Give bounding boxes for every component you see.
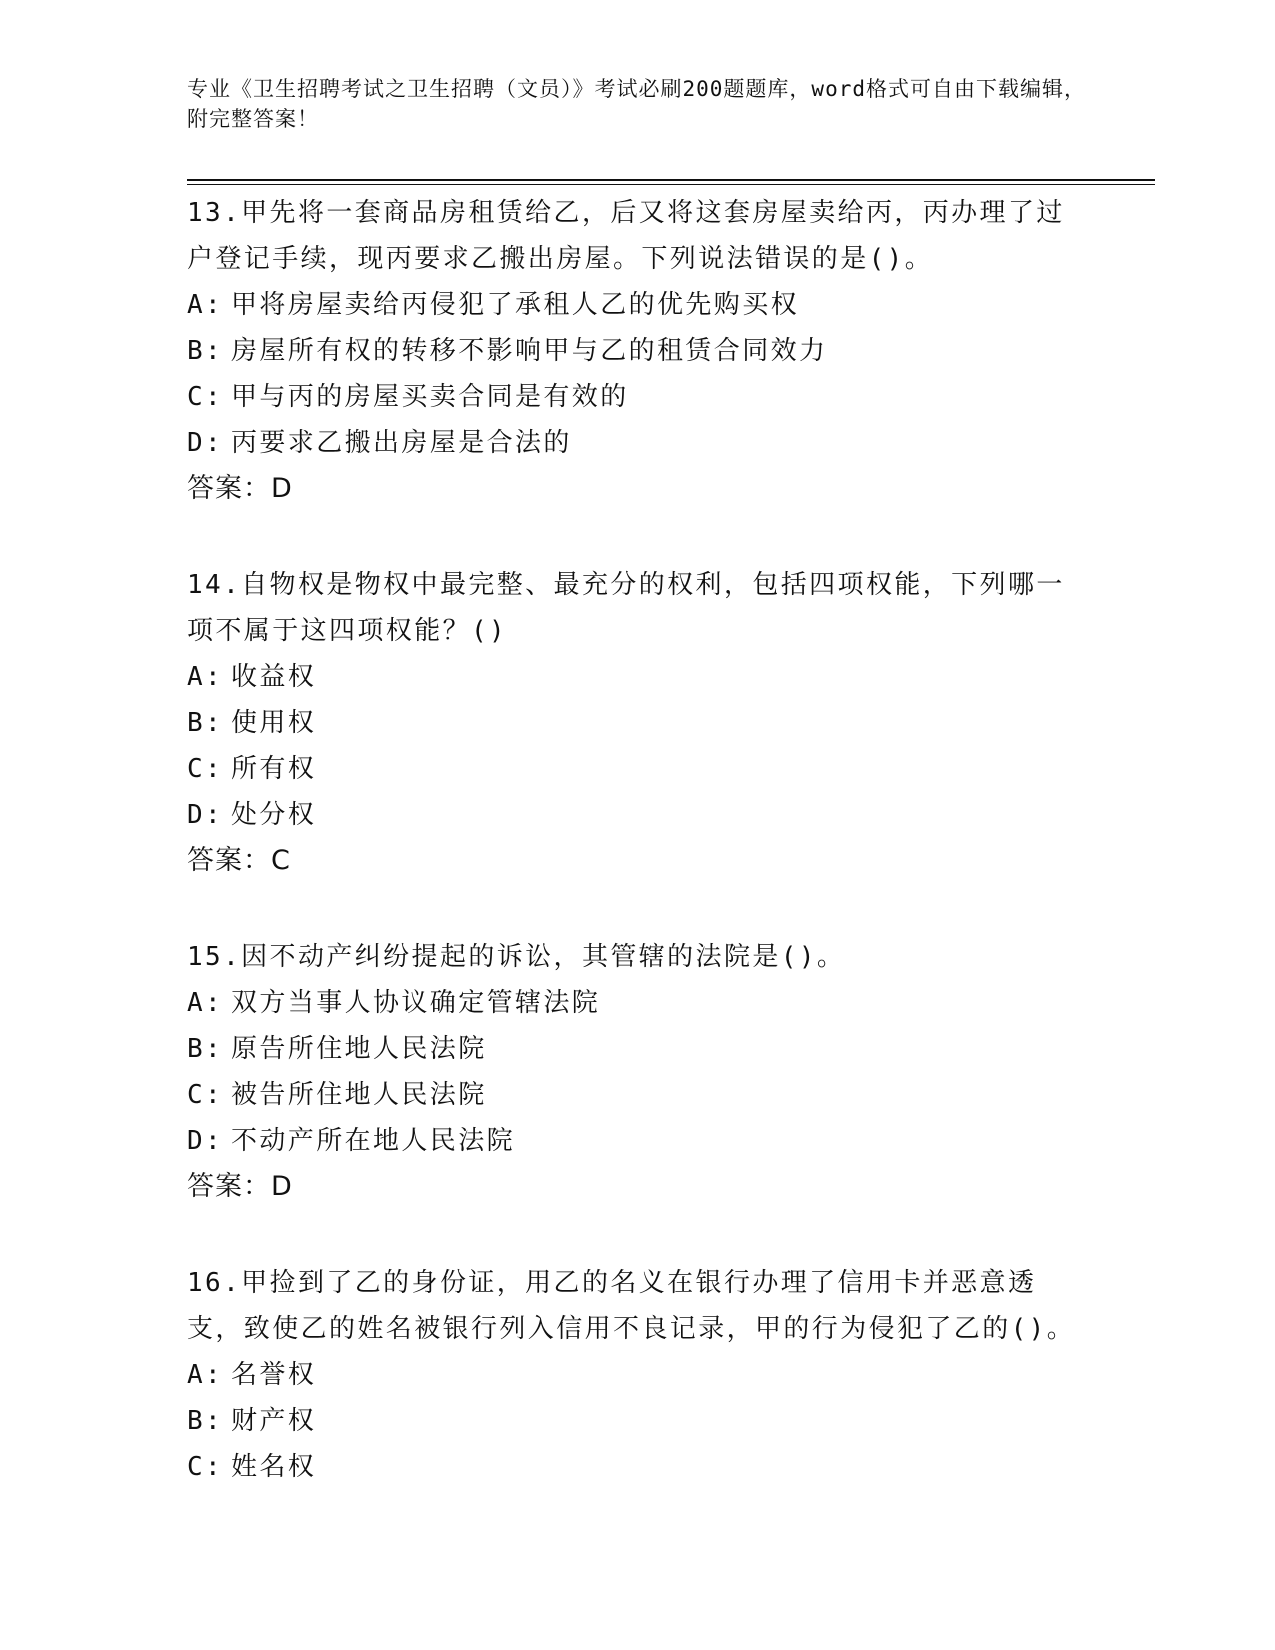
option-c — [187, 374, 1127, 420]
option-text: 姓名权 — [231, 1452, 317, 1482]
answer-line: 答案：D — [187, 473, 293, 504]
option-letter: A: — [187, 988, 224, 1018]
option-text: 收益权 — [231, 662, 317, 692]
option-letter: A: — [187, 1360, 224, 1390]
option-text: 名誉权 — [231, 1360, 317, 1390]
option-text: 丙要求乙搬出房屋是合法的 — [231, 428, 572, 458]
question-15 — [187, 934, 1127, 1210]
question-stem: 13.甲先将一套商品房租赁给乙，后又将这套房屋卖给丙，丙办理了过户登记手续，现丙要求乙搬出房屋。下列说法错误的是()。 — [187, 198, 1065, 274]
option-text: 处分权 — [231, 800, 317, 830]
option-text: 甲将房屋卖给丙侵犯了承租人乙的优先购买权 — [231, 290, 800, 320]
option-text: 双方当事人协议确定管辖法院 — [231, 988, 601, 1018]
option-a — [187, 1352, 1127, 1398]
option-a — [187, 654, 1127, 700]
question-13 — [187, 190, 1127, 512]
question-14 — [187, 562, 1127, 884]
option-letter: C: — [187, 1080, 224, 1110]
option-letter: B: — [187, 336, 224, 366]
answer-line: 答案：C — [187, 845, 291, 876]
option-b — [187, 700, 1127, 746]
question-stem: 16.甲捡到了乙的身份证，用乙的名义在银行办理了信用卡并恶意透支，致使乙的姓名被银行列入信用不良记录，甲的行为侵犯了乙的()。 — [187, 1268, 1076, 1344]
question-16 — [187, 1260, 1127, 1490]
option-letter: B: — [187, 1034, 224, 1064]
option-letter: C: — [187, 754, 224, 784]
header-divider-thick — [187, 179, 1155, 181]
option-d — [187, 420, 1127, 466]
option-a — [187, 282, 1127, 328]
option-text: 被告所住地人民法院 — [231, 1080, 487, 1110]
option-text: 财产权 — [231, 1406, 317, 1436]
option-b — [187, 328, 1127, 374]
option-text: 使用权 — [231, 708, 317, 738]
question-list — [187, 190, 1127, 1540]
option-d — [187, 792, 1127, 838]
question-stem: 15.因不动产纠纷提起的诉讼，其管辖的法院是()。 — [187, 942, 846, 972]
option-letter: D: — [187, 428, 224, 458]
option-c — [187, 1444, 1127, 1490]
option-text: 房屋所有权的转移不影响甲与乙的租赁合同效力 — [231, 336, 828, 366]
option-c — [187, 746, 1127, 792]
option-letter: C: — [187, 1452, 224, 1482]
option-letter: D: — [187, 800, 224, 830]
option-letter: B: — [187, 708, 224, 738]
option-b — [187, 1398, 1127, 1444]
header-divider-thin — [187, 184, 1155, 185]
option-text: 不动产所在地人民法院 — [231, 1126, 516, 1156]
option-a — [187, 980, 1127, 1026]
question-stem: 14.自物权是物权中最完整、最充分的权利，包括四项权能，下列哪一项不属于这四项权能？() — [187, 570, 1065, 646]
option-c — [187, 1072, 1127, 1118]
option-letter: C: — [187, 382, 224, 412]
answer-line: 答案：D — [187, 1171, 293, 1202]
option-d — [187, 1118, 1127, 1164]
option-b — [187, 1026, 1127, 1072]
option-letter: A: — [187, 290, 224, 320]
option-letter: D: — [187, 1126, 224, 1156]
option-letter: B: — [187, 1406, 224, 1436]
option-text: 原告所住地人民法院 — [231, 1034, 487, 1064]
option-text: 所有权 — [231, 754, 317, 784]
page-header: 专业《卫生招聘考试之卫生招聘（文员）》考试必刷200题题库，word格式可自由下载编辑，附完整答案！ — [187, 77, 1086, 131]
option-letter: A: — [187, 662, 224, 692]
option-text: 甲与丙的房屋买卖合同是有效的 — [231, 382, 629, 412]
